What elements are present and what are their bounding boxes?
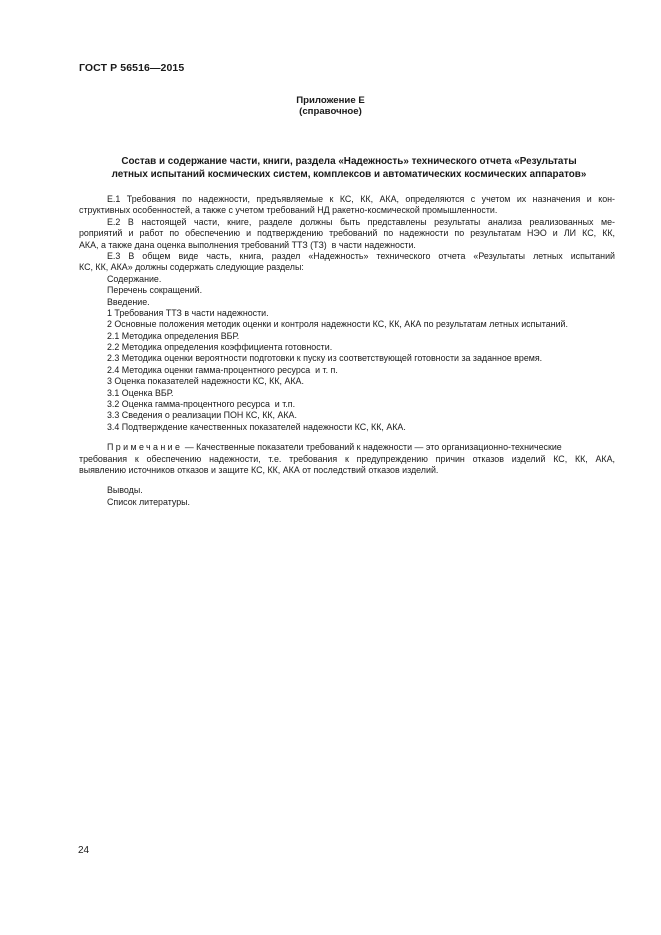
contents-item: 2 Основные положения методик оценки и контроля надежности КС, КК, АКА по результатам летных испытаний. xyxy=(107,319,568,330)
note-line-1 xyxy=(79,442,615,453)
contents-item: 3 Оценка показателей надежности КС, КК, АКА. xyxy=(107,376,304,387)
contents-item: 2.3 Методика оценки вероятности подготовки к пуску из соответствующей готовности за заданное время. xyxy=(107,353,543,364)
contents-item: 2.2 Методика определения коэффициента готовности. xyxy=(107,342,333,353)
paragraph-e2-line-3: АКА, а также дана оценка выполнения требований ТТЗ (ТЗ) в части надежности. xyxy=(79,239,416,250)
appendix-title: Приложение Е xyxy=(296,95,365,106)
paragraph-e3-line-2: КС, КК, АКА» должны содержать следующие разделы: xyxy=(79,262,304,273)
section-title xyxy=(79,155,619,181)
contents-item: 2.4 Методика оценки гамма-процентного ресурса и т. п. xyxy=(107,364,338,375)
closing-conclusions: Выводы. xyxy=(107,485,143,496)
body-text xyxy=(79,194,615,508)
paragraph-e2-line-1: Е.2 В настоящей части, книге, разделе должны быть представлены результаты анализа реализованных ме- xyxy=(107,216,615,227)
contents-item: Введение. xyxy=(107,296,150,307)
note-line-3: выявлению источников отказов и защите КС, КК, АКА от последствий отказов изделий. xyxy=(79,464,439,475)
paragraph-e2-line-2: роприятий и работ по обеспечению и подтверждению требований по надежности по результатам НЭО и ЛИ КС, КК, xyxy=(79,228,615,239)
contents-item: 3.4 Подтверждение качественных показателей надежности КС, КК, АКА. xyxy=(107,421,406,432)
note-label: Примечание xyxy=(107,442,183,453)
contents-item: Перечень сокращений. xyxy=(107,285,203,296)
contents-item: 1 Требования ТТЗ в части надежности. xyxy=(107,307,269,318)
note-line-2: требования к обеспечению надежности, т.е. требования к предупреждению причин отказов изделий КС, КК, АКА, xyxy=(79,453,615,464)
page-number: 24 xyxy=(78,845,90,856)
paragraph-e3-line-1: Е.3 В общем виде часть, книга, раздел «Надежность» технического отчета «Результаты летных испытаний xyxy=(107,250,615,261)
closing-references: Список литературы. xyxy=(107,496,190,507)
contents-item: Содержание. xyxy=(107,273,162,284)
contents-item: 2.1 Методика определения ВБР. xyxy=(107,330,240,341)
paragraph-e1-line-1: Е.1 Требования по надежности, предъявляемые к КС, КК, АКА, определяются с учетом их назначения и кон- xyxy=(107,194,615,204)
paragraph-e1-line-2: структивных особенностей, а также с учетом требований НД ракетно-космической промышленности. xyxy=(79,205,498,216)
contents-item: 3.1 Оценка ВБР. xyxy=(107,387,174,398)
section-title-line-2: летных испытаний космических систем, комплексов и автоматических космических аппаратов» xyxy=(111,169,587,180)
section-title-line-1: Состав и содержание части, книги, раздела «Надежность» технического отчета «Результаты xyxy=(121,156,577,167)
contents-item: 3.2 Оценка гамма-процентного ресурса и т.п. xyxy=(107,399,296,410)
appendix-kind: (справочное) xyxy=(299,106,362,117)
note-text: — Качественные показатели требований к надежности — это организационно-технические xyxy=(182,442,562,453)
document-code: ГОСТ Р 56516—2015 xyxy=(79,62,185,74)
contents-item: 3.3 Сведения о реализации ПОН КС, КК, АКА. xyxy=(107,410,297,421)
